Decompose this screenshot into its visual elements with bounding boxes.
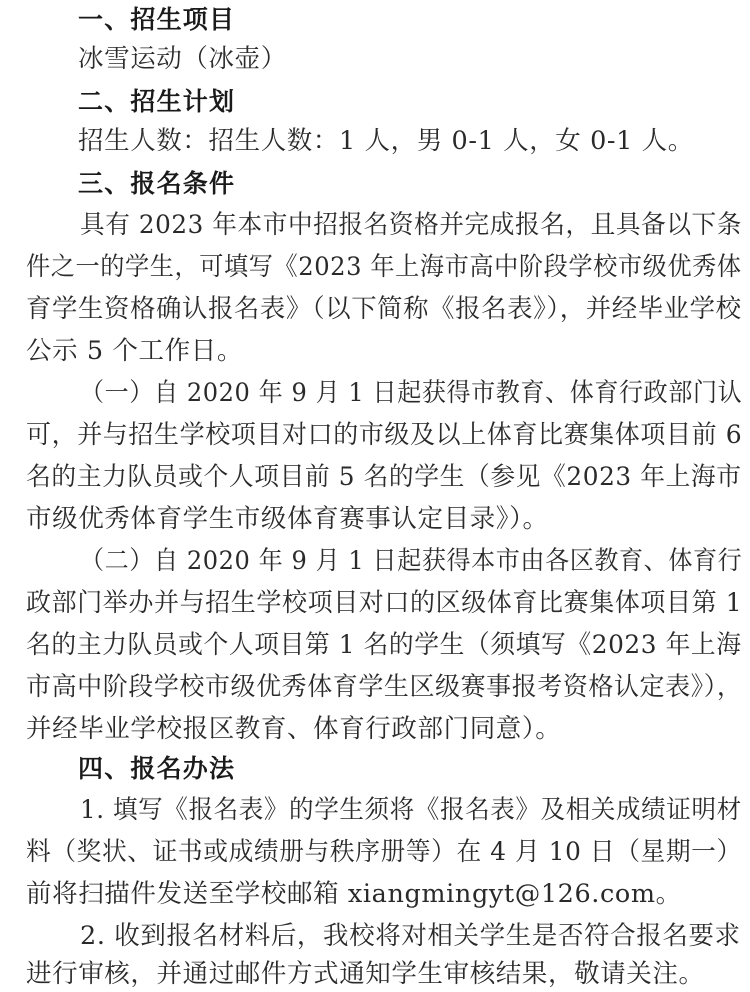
section-3-p1-line-4: 公示 5 个工作日。 bbox=[26, 336, 243, 366]
section-3-p2-line-1: （一）自 2020 年 9 月 1 日起获得市教育、体育行政部门认 bbox=[80, 378, 743, 408]
section-4-p2-line-2: 进行审核，并通过邮件方式通知学生审核结果，敬请关注。 bbox=[26, 959, 705, 989]
section-1-text: 冰雪运动（冰壶） bbox=[78, 44, 287, 74]
section-3-p3-line-2: 政部门举办并与招生学校项目对口的区级体育比赛集体项目第 1 bbox=[26, 588, 743, 618]
section-3-p1-line-1: 具有 2023 年本市中招报名资格并完成报名，且具备以下条 bbox=[80, 210, 743, 240]
section-3-p3-line-4: 市高中阶段学校市级优秀体育学生区级赛事报考资格认定表》）， bbox=[26, 672, 743, 702]
section-3-p3-line-5: 并经毕业学校报区教育、体育行政部门同意）。 bbox=[26, 714, 562, 744]
section-3-p2-line-3: 名的主力队员或个人项目前 5 名的学生（参见《2023 年上海市 bbox=[26, 462, 742, 492]
section-heading-1: 一、招生项目 bbox=[78, 5, 236, 34]
section-4-p2-line-1: 2. 收到报名材料后，我校将对相关学生是否符合报名要求 bbox=[80, 921, 741, 951]
section-3-p2-line-4: 市级优秀体育学生市级体育赛事认定目录》）。 bbox=[26, 504, 549, 534]
section-4-p1-line-3: 前将扫描件发送至学校邮箱 xiangmingyt@126.com。 bbox=[26, 879, 682, 909]
section-heading-3: 三、报名条件 bbox=[78, 169, 236, 198]
section-3-p1-line-2: 件之一的学生，可填写《2023 年上海市高中阶段学校市级优秀体 bbox=[26, 252, 742, 282]
section-3-p3-line-3: 名的主力队员或个人项目第 1 名的学生（须填写《2023 年上海 bbox=[26, 630, 742, 660]
section-heading-4: 四、报名办法 bbox=[78, 754, 236, 783]
section-3-p1-line-3: 育学生资格确认报名表》（以下简称《报名表》），并经毕业学校 bbox=[26, 294, 742, 324]
section-3-p2-line-2: 可，并与招生学校项目对口的市级及以上体育比赛集体项目前 6 bbox=[26, 420, 743, 450]
section-4-p1-line-1: 1. 填写《报名表》的学生须将《报名表》及相关成绩证明材 bbox=[80, 795, 742, 825]
section-3-p3-line-1: （二）自 2020 年 9 月 1 日起获得本市由各区教育、体育行 bbox=[80, 546, 743, 576]
section-4-p1-line-2: 料（奖状、证书或成绩册与秩序册等）在 4 月 10 日（星期一） bbox=[26, 837, 742, 867]
section-heading-2: 二、招生计划 bbox=[78, 87, 236, 116]
section-2-text: 招生人数：招生人数：1 人，男 0-1 人，女 0-1 人。 bbox=[78, 126, 694, 156]
